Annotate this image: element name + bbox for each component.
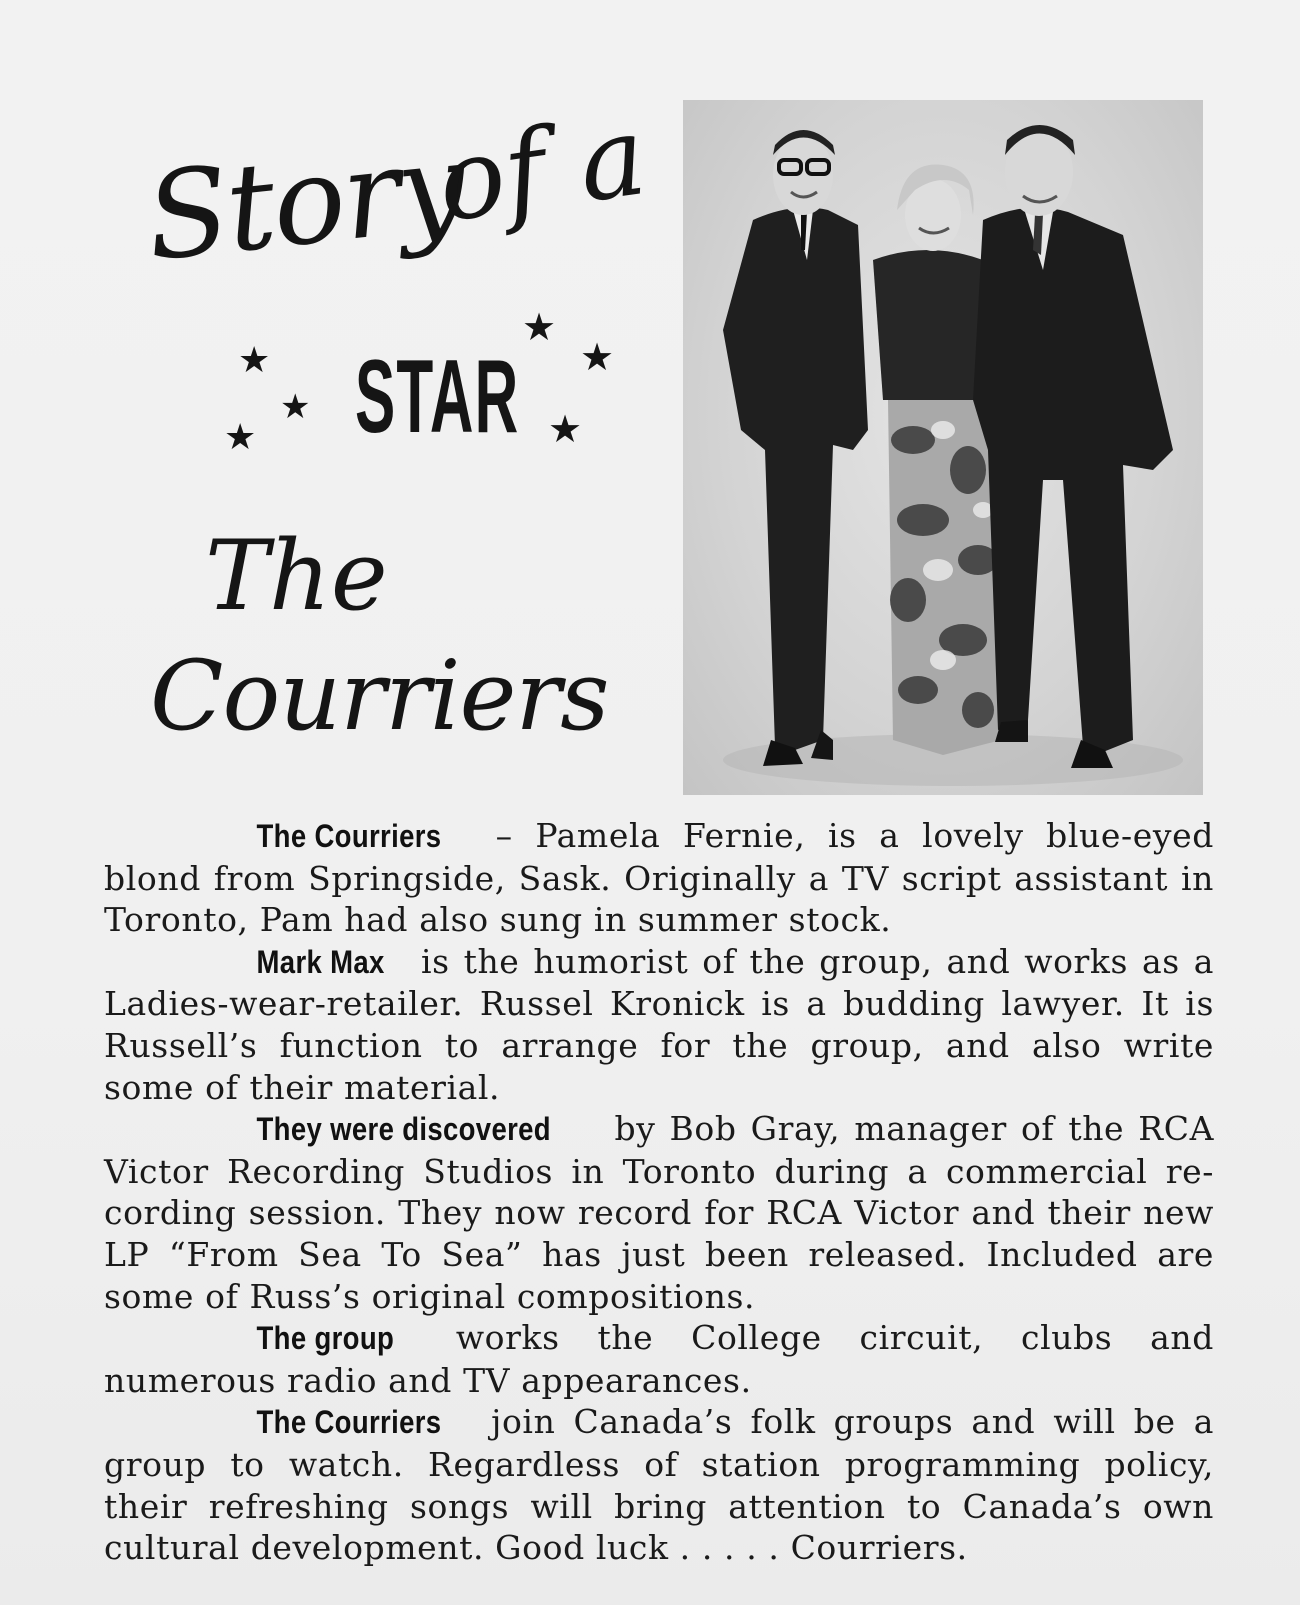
paragraph-lead: They were discovered	[256, 1111, 551, 1148]
star-icon: ★	[522, 305, 557, 349]
paragraph-text: join Canada’s folk groups and will be a group to watch. Regardless of station programming policy, their refreshing songs will bring attention to Canada’s own cultural development. Good luck . . . . . Courriers.	[104, 1402, 1214, 1568]
star-icon: ★	[280, 387, 311, 427]
right-man	[973, 125, 1173, 768]
article-body	[104, 815, 1214, 1569]
paragraph	[104, 1108, 1214, 1317]
photo-of-three-performers-icon	[683, 100, 1203, 795]
paragraph-lead: The Courriers	[256, 818, 442, 854]
star-icon: ★	[548, 407, 583, 451]
star-icon: ★	[224, 417, 257, 458]
heading-of-a: of a	[430, 91, 654, 247]
left-man	[723, 130, 868, 766]
heading-star: STAR	[355, 339, 520, 455]
paragraph-lead: The Courriers	[256, 1404, 442, 1441]
group-photo	[683, 100, 1203, 795]
paragraph-text: – Pamela Fernie, is a lovely blue-eyed blond from Springside, Sask. Originally a TV script assistant in Toronto, Pam had also sung in summer stock.	[104, 816, 1214, 940]
paragraph	[104, 1317, 1214, 1401]
paragraph-text: by Bob Gray, manager of the RCA Victor Recording Studios in Toronto during a commercial re-cording session. They now record for RCA Victor and their new LP “From Sea To Sea” has just been released. Included are some of Russ’s original compositions.	[104, 1109, 1214, 1316]
paragraph-lead: The group	[256, 1320, 395, 1357]
star-icon: ★	[580, 335, 615, 379]
paragraph-text: works the College circuit, clubs and numerous radio and TV appearances.	[104, 1318, 1214, 1400]
paragraph-text: is the humorist of the group, and works as a Ladies-wear-retailer. Russel Kronick is a budding lawyer. It is Russell’s function to arrange for the group, and also write some of their material.	[104, 941, 1214, 1107]
heading-the: The	[205, 520, 388, 632]
paragraph	[104, 1401, 1214, 1568]
paragraph	[104, 941, 1214, 1108]
heading-courriers: Courriers	[150, 640, 609, 752]
star-icon: ★	[238, 340, 271, 381]
paragraph-lead: Mark Max	[256, 943, 385, 980]
heading-story: Story	[140, 116, 471, 289]
paragraph	[104, 815, 1214, 941]
